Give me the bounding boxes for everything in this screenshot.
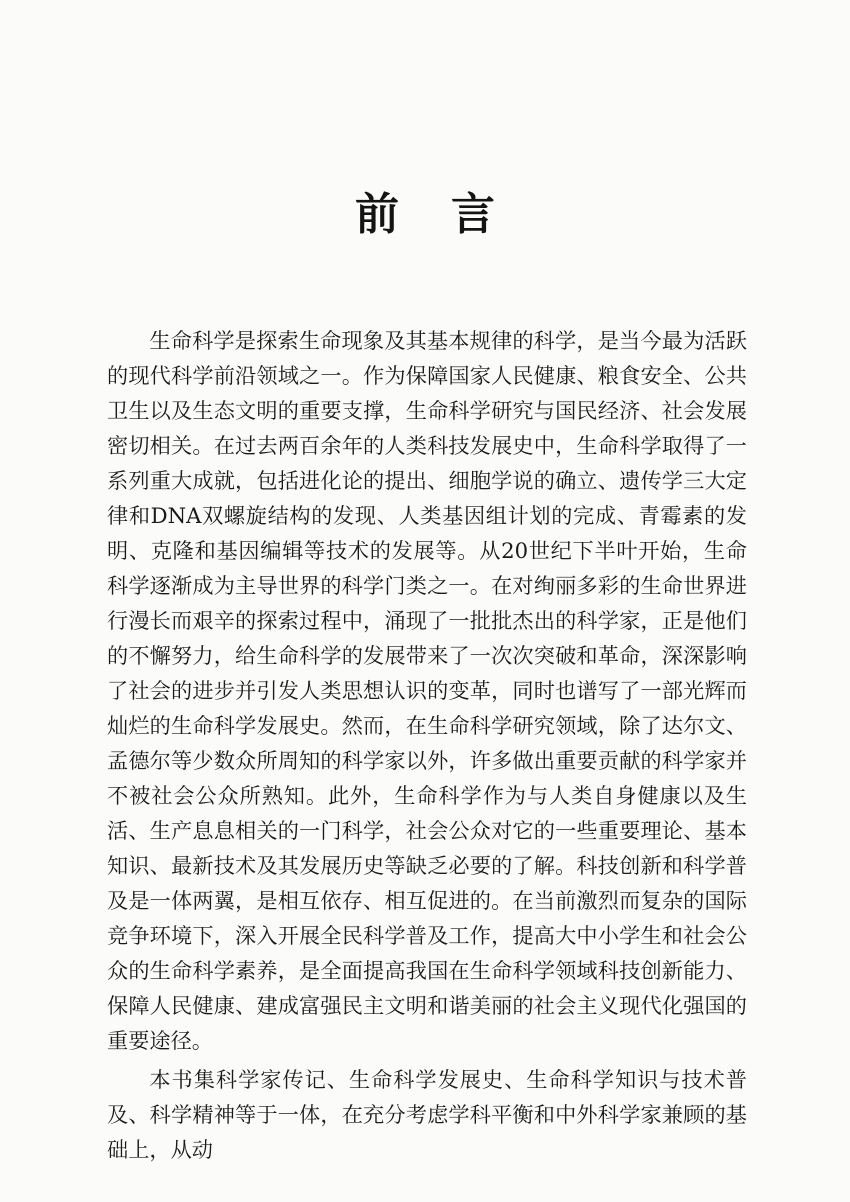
- title-char-1: 前: [355, 189, 399, 240]
- body-text: [107, 323, 747, 1171]
- page-title: [0, 178, 850, 242]
- paragraph-2: 本书集科学家传记、生命科学发展史、生命科学知识与技术普及、科学精神等于一体，在充分考虑学科平衡和中外科学家兼顾的基础上，从动: [107, 1067, 747, 1162]
- title-char-2: 言: [451, 189, 495, 240]
- paragraph-1: 生命科学是探索生命现象及其基本规律的科学，是当今最为活跃的现代科学前沿领域之一。作为保障国家人民健康、粮食安全、公共卫生以及生态文明的重要支撑，生命科学研究与国民经济、社会发展密切相关。在过去两百余年的人类科技发展史中，生命科学取得了一系列重大成就，包括进化论的提出、细胞学说的确立、遗传学三大定律和DNA双螺旋结构的发现、人类基因组计划的完成、青霉素的发明、克隆和基因编辑等技术的发展等。从20世纪下半叶开始，生命科学逐渐成为主导世界的科学门类之一。在对绚丽多彩的生命世界进行漫长而艰辛的探索过程中，涌现了一批批杰出的科学家，正是他们的不懈努力，给生命科学的发展带来了一次次突破和革命，深深影响了社会的进步并引发人类思想认识的变革，同时也谱写了一部光辉而灿烂的生命科学发展史。然而，在生命科学研究领域，除了达尔文、孟德尔等少数众所周知的科学家以外，许多做出重要贡献的科学家并不被社会公众所熟知。此外，生命科学作为与人类自身健康以及生活、生产息息相关的一门科学，社会公众对它的一些重要理论、基本知识、最新技术及其发展历史等缺乏必要的了解。科技创新和科学普及是一体两翼，是相互依存、相互促进的。在当前激烈而复杂的国际竞争环境下，深入开展全民科学普及工作，提高大中小学生和社会公众的生命科学素养，是全面提高我国在生命科学领域科技创新能力、保障人民健康、建成富强民主文明和谐美丽的社会主义现代化强国的重要途径。: [107, 328, 747, 1053]
